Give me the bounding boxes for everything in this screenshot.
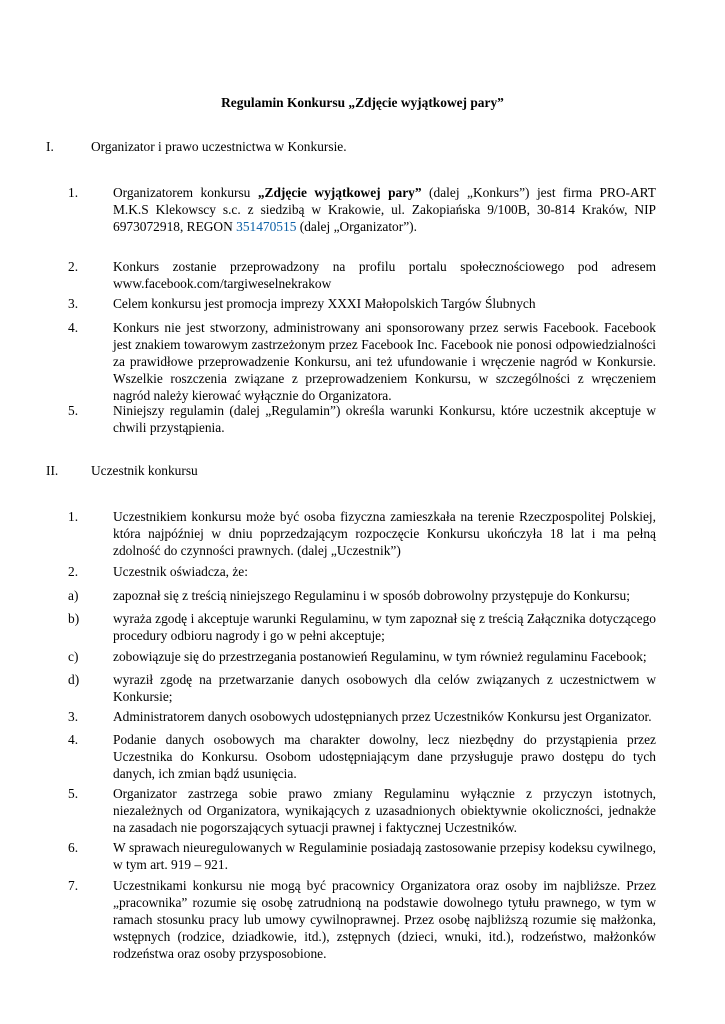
item-text: zobowiązuje się do przestrzegania postanowień Regulaminu, w tym również regulaminu Facebook; (113, 649, 647, 664)
item-text-middle: (dalej „Konkurs”) jest firma PRO-ART M.K.S Klekowscy s.c. z siedzibą w Krakowie, ul. Zakopiańska 9/100B, 30-814 Kraków, NIP 6973072918, REGON (113, 185, 656, 234)
item-number: 2. (68, 259, 79, 274)
item-text: W sprawach nieuregulowanych w Regulaminie posiadają zastosowanie przepisy kodeksu cywilnego, w tym art. 919 – 921. (113, 840, 656, 872)
document-title: Regulamin Konkursu „Zdjęcie wyjątkowej pary” (221, 95, 504, 110)
item-text: Podanie danych osobowych ma charakter dowolny, lecz niezbędny do przystąpienia przez Uczestnika do Konkursu. Osobom udostępniającym dane przysługuje prawo dostępu do tych danych, ich zmian bądź usunięcia. (113, 732, 656, 781)
item-text (113, 184, 656, 235)
item-number: 1. (68, 185, 79, 200)
item-number: 1. (68, 509, 79, 524)
item-text: Uczestnikiem konkursu może być osoba fizyczna zamieszkała na terenie Rzeczpospolitej Polskiej, która najpóźniej w dniu poprzedzającym rozpoczęcie Konkursu ukończyła 18 lat i ma pełną zdolność do czynności prawnych. (dalej „Uczestnik”) (113, 509, 656, 558)
item-number: 4. (68, 320, 79, 335)
item-text: zapoznał się z treścią niniejszego Regulaminu i w sposób dobrowolny przystępuje do Konkursu; (113, 588, 630, 603)
item-number: d) (68, 672, 80, 687)
item-number: c) (68, 649, 79, 664)
item-text: Niniejszy regulamin (dalej „Regulamin”) określa warunki Konkursu, które uczestnik akceptuje w chwili przystąpienia. (113, 403, 656, 435)
item-text: Konkurs nie jest stworzony, administrowany ani sponsorowany przez serwis Facebook. Facebook jest znakiem towarowym zastrzeżonym przez Facebook Inc. Facebook nie ponosi odpowiedzialności za prawidłowe przeprowadzenie Konkursu, ani też ufundowanie i wręczenie nagród w Konkursie. Wszelkie roszczenia związane z przeprowadzeniem Konkursu, w szczególności z wręczeniem nagród należy kierować wyłącznie do Organizatora. (113, 320, 656, 403)
item-text: Uczestnik oświadcza, że: (113, 564, 248, 579)
item-text: wyraził zgodę na przetwarzanie danych osobowych dla celów związanych z uczestnictwem w Konkursie; (113, 672, 656, 704)
section-number: II. (46, 463, 59, 478)
item-text-end: (dalej „Organizator”). (296, 219, 417, 234)
item-number: 5. (68, 403, 79, 418)
item-text: Celem konkursu jest promocja imprezy XXXI Małopolskich Targów Ślubnych (113, 296, 536, 311)
item-number: a) (68, 588, 79, 603)
section-number: I. (46, 139, 54, 154)
item-number: 4. (68, 732, 79, 747)
item-text: Konkurs zostanie przeprowadzony na profilu portalu społecznościowego pod adresem www.facebook.com/targiweselnekrakow (113, 259, 656, 291)
section-title: Uczestnik konkursu (91, 463, 198, 478)
section-title: Organizator i prawo uczestnictwa w Konkursie. (91, 139, 347, 154)
regon-number: 351470515 (236, 219, 297, 234)
item-text: Administratorem danych osobowych udostępnianych przez Uczestników Konkursu jest Organizator. (113, 709, 652, 724)
item-number: 3. (68, 709, 79, 724)
item-number: 5. (68, 786, 79, 801)
item-text: Organizator zastrzega sobie prawo zmiany Regulaminu wyłącznie z przyczyn istotnych, niezależnych od Organizatora, wynikających z uzasadnionych obiektywnie okoliczności, jednakże na zasadach nie pogorszających sytuacji prawnej i faktycznej Uczestników. (113, 786, 656, 835)
item-number: 6. (68, 840, 79, 855)
item-text: Uczestnikami konkursu nie mogą być pracownicy Organizatora oraz osoby im najbliższe. Przez „pracownika” rozumie się osobę zatrudnioną na podstawie dowolnego tytułu prawnego, w tym w ramach stosunku pracy lub umowy cywilnoprawnej. Przez osobę najbliższą rozumie się małżonka, wstępnych (rodzice, dziadkowie, itd.), zstępnych (dzieci, wnuki, itd.), rodzeństwo, małżonków rodzeństwa oraz osoby przysposobione. (113, 878, 656, 961)
item-number: b) (68, 611, 80, 626)
contest-name: „Zdjęcie wyjątkowej pary” (257, 185, 422, 200)
item-text: wyraża zgodę i akceptuje warunki Regulaminu, w tym zapoznał się z treścią Załącznika dotyczącego procedury odbioru nagrody i go w pełni akceptuje; (113, 611, 656, 643)
item-text-start: Organizatorem konkursu (113, 185, 258, 200)
item-number: 7. (68, 878, 79, 893)
item-number: 2. (68, 564, 79, 579)
item-number: 3. (68, 296, 79, 311)
